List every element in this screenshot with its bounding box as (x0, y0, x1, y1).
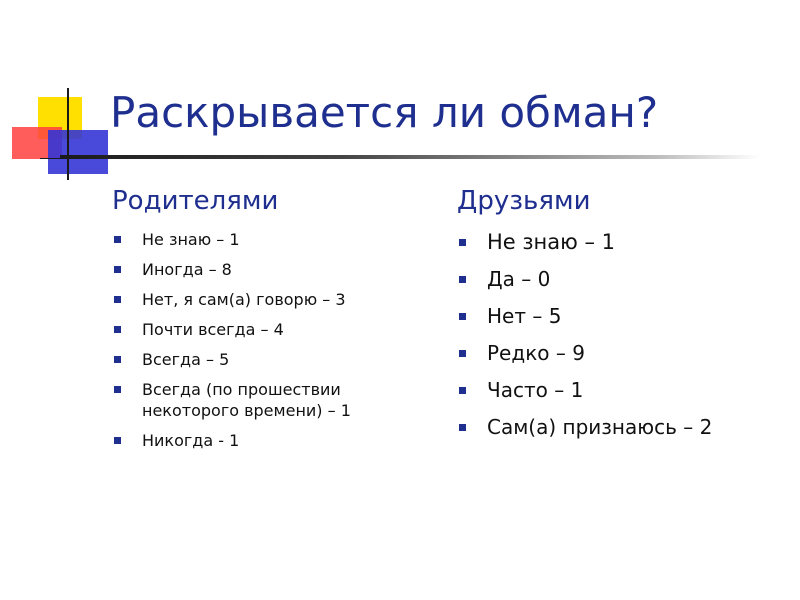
list-item-text: Никогда - 1 (142, 431, 240, 451)
list-item-text: Редко – 9 (487, 341, 585, 366)
logo-vertical-line (67, 88, 69, 180)
parents-list (112, 229, 432, 451)
list-item (457, 414, 787, 440)
parents-heading: Родителями (112, 186, 279, 216)
friends-list (457, 229, 787, 440)
list-item (112, 229, 432, 250)
square-bullet-icon (114, 236, 121, 243)
square-bullet-icon (459, 276, 466, 283)
square-bullet-icon (459, 350, 466, 357)
list-item (112, 349, 432, 370)
list-item-text: Не знаю – 1 (142, 230, 240, 250)
list-item (112, 379, 432, 421)
list-item-text: Сам(а) признаюсь – 2 (487, 415, 713, 440)
list-item (112, 289, 432, 310)
list-item-text: Всегда (по прошествии некоторого времени) – 1 (142, 380, 351, 421)
square-bullet-icon (114, 437, 121, 444)
square-bullet-icon (114, 326, 121, 333)
logo-blue-square (48, 130, 108, 174)
list-item-text: Нет, я сам(а) говорю – 3 (142, 290, 346, 310)
list-item-text: Всегда – 5 (142, 350, 230, 370)
list-item-text: Не знаю – 1 (487, 230, 616, 255)
square-bullet-icon (459, 239, 466, 246)
list-item-text: Нет – 5 (487, 304, 562, 329)
list-item (457, 266, 787, 292)
square-bullet-icon (114, 266, 121, 273)
list-item (112, 259, 432, 280)
decorative-logo (0, 0, 120, 190)
square-bullet-icon (459, 313, 466, 320)
list-item-text: Да – 0 (487, 267, 551, 292)
square-bullet-icon (114, 356, 121, 363)
list-item (457, 303, 787, 329)
square-bullet-icon (459, 424, 466, 431)
list-item (457, 377, 787, 403)
square-bullet-icon (114, 386, 121, 393)
list-item-text: Часто – 1 (487, 378, 584, 403)
parents-column (112, 186, 432, 460)
square-bullet-icon (459, 387, 466, 394)
friends-heading: Друзьями (457, 186, 591, 216)
list-item-text: Иногда – 8 (142, 260, 232, 280)
title-underline (60, 155, 760, 159)
list-item (112, 319, 432, 340)
friends-column (457, 186, 787, 451)
slide-title: Раскрывается ли обман? (110, 88, 659, 137)
square-bullet-icon (114, 296, 121, 303)
list-item (457, 340, 787, 366)
list-item-text: Почти всегда – 4 (142, 320, 284, 340)
list-item (457, 229, 787, 255)
list-item (112, 430, 432, 451)
